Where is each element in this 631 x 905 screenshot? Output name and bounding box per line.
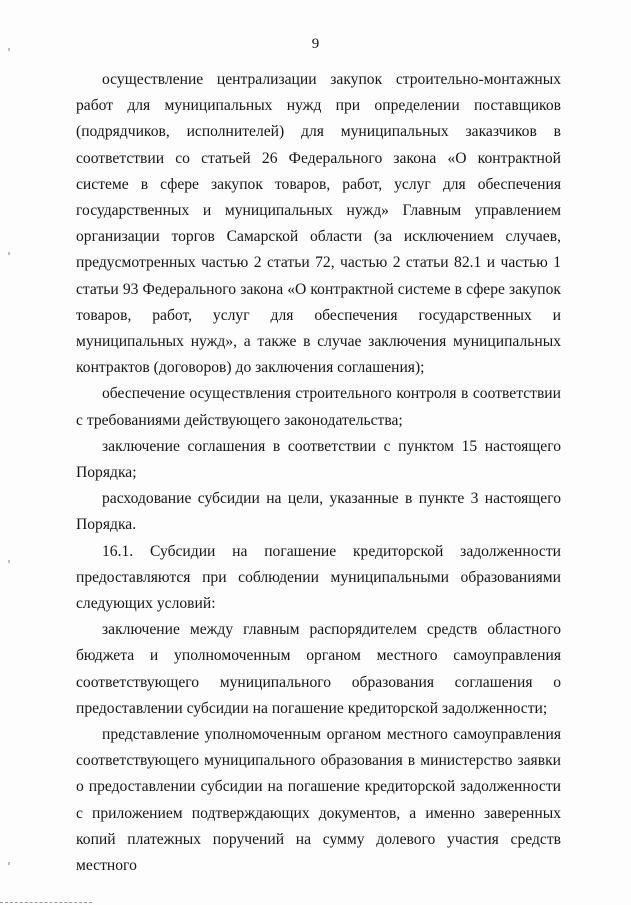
paragraph-agreement-conclusion: заключение соглашения в соответствии с пунктом 15 настоящего Порядка; <box>76 437 561 482</box>
scan-mark <box>8 48 10 51</box>
paragraph-application-submission: представление уполномоченным органом местного самоуправления соответствующего муниципального образования в министерство заявки о предоставлении субсидии на погашение кредиторской задолженности с приложением подтверждающих документов, а именно заверенных копий платежных поручений на сумму долевого участия средств местного <box>76 726 561 875</box>
page-number: 9 <box>311 36 320 52</box>
paragraph-subsidy-spending: расходование субсидии на цели, указанные в пункте 3 настоящего Порядка. <box>76 490 561 534</box>
paragraph-agreement-condition: заключение между главным распорядителем средств областного бюджета и уполномоченным органом местного самоуправления соответствующего муниципального образования соглашения о предоставлении субсидии на погашение кредиторской задолженности; <box>76 621 561 717</box>
paragraph-procurement-centralization: осуществление централизации закупок строительно-монтажных работ для муниципальных нужд при определении поставщиков (подрядчиков, исполнителей) для муниципальных заказчиков в соответствии со статьей 26 Федерального закона «О контрактной системе в сфере закупок товаров, работ, услуг для обеспечения государственных и муниципальных нужд» Главным управлением организации торгов Самарской области (за исключением случаев, предусмотренных частью 2 статьи 72, частью 2 статьи 82.1 и частью 1 статьи 93 Федерального закона «О контрактной системе в сфере закупок товаров, работ, услуг для обеспечения государственных и муниципальных нужд», а также в случае заключения муниципальных контрактов (договоров) до заключения соглашения); <box>76 71 561 377</box>
scan-mark <box>8 252 10 255</box>
body-text <box>76 67 561 879</box>
scan-mark <box>8 560 10 563</box>
scan-mark <box>8 862 10 865</box>
paragraph-section-16-1: 16.1. Субсидии на погашение кредиторской задолженности предоставляются при соблюдении муниципальными образованиями следующих условий: <box>76 542 561 613</box>
paragraph-construction-control: обеспечение осуществления строительного контроля в соответствии с требованиями действующего законодательства; <box>76 385 561 429</box>
scan-edge-line <box>0 902 92 903</box>
